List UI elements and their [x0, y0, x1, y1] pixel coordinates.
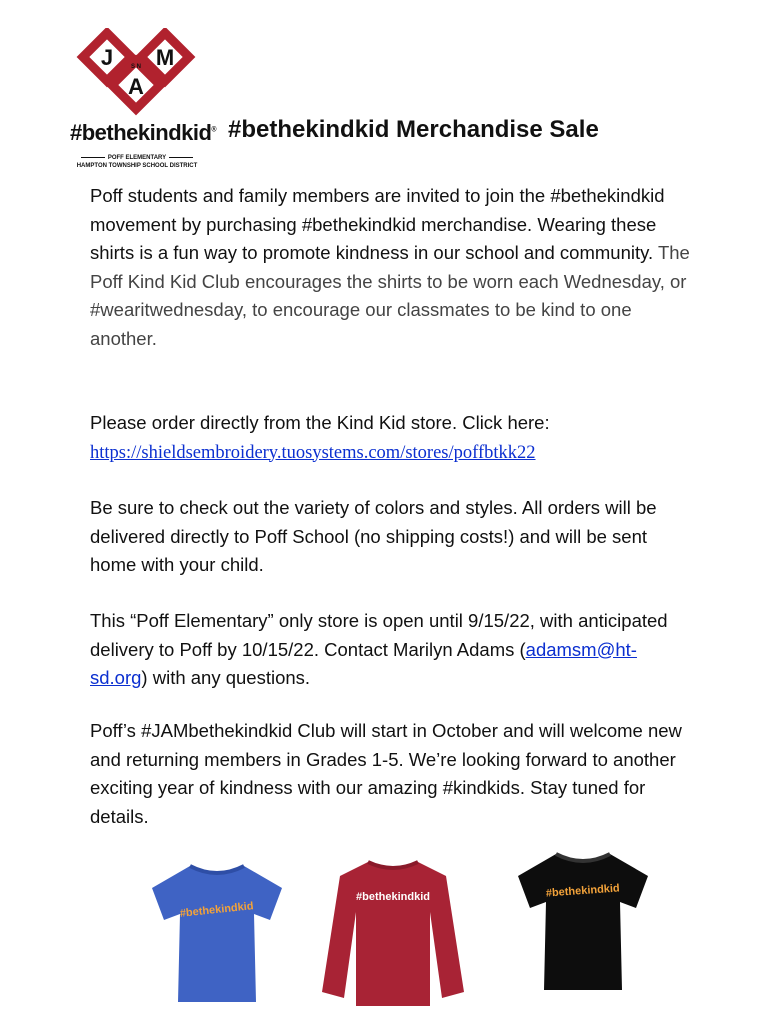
store-link[interactable]: https://shieldsembroidery.tuosystems.com/stores/poffbtkk22 — [90, 442, 536, 463]
intro-text: Poff students and family members are invited to join the #bethekindkid movement by purchasing #bethekindkid merchandise. Wearing these shirts is a fun way to promote kindness in our school and community. — [90, 185, 665, 263]
paragraph-store-dates — [90, 607, 690, 693]
contact-email-link[interactable]: adamsm@ht-sd.org — [90, 638, 637, 688]
logo-letter-j: J — [100, 45, 114, 70]
page-title: #bethekindkid Merchandise Sale — [228, 116, 599, 143]
jam-logo — [68, 28, 217, 178]
logo-small-letters: S N — [130, 64, 142, 70]
shirt-red-image — [318, 852, 468, 1012]
logo-hashtag: #bethekindkid® — [70, 120, 217, 145]
logo-letter-a: A — [128, 74, 144, 99]
shirt-red-print: #bethekindkid — [356, 891, 430, 903]
intro-club-text: The Poff Kind Kid Club encourages the shirts to be worn each Wednesday, or #wearitwednesday, to encourage our classmates to be kind to one another. — [90, 242, 690, 349]
logo-school-name — [74, 154, 200, 170]
shirt-black-image — [508, 846, 658, 996]
store-dates-text: This “Poff Elementary” only store is open until 9/15/22, with anticipated delivery to Poff by 10/15/22. Contact Marilyn Adams ( — [90, 610, 668, 660]
shirt-black-print: #bethekindkid — [545, 882, 621, 900]
paragraph-delivery: Be sure to check out the variety of colors and styles. All orders will be delivered directly to Poff School (no shipping costs!) and will be sent home with your child. — [90, 497, 657, 575]
paragraph-club: Poff’s #JAMbethekindkid Club will start in October and will welcome new and returning members in Grades 1-5. We’re looking forward to another exciting year of kindness with our amazing #kindkids. Stay tuned for details. — [90, 720, 682, 827]
jam-chain-mark — [76, 28, 198, 118]
paragraph-order — [90, 409, 690, 467]
shirt-blue-print: #bethekindkid — [179, 900, 255, 920]
logo-school-line1: POFF ELEMENTARY — [74, 154, 200, 162]
shirt-blue-image — [142, 858, 292, 1008]
paragraph-intro — [90, 182, 690, 353]
logo-school-line2: HAMPTON TOWNSHIP SCHOOL DISTRICT — [76, 163, 198, 169]
store-dates-text-end: ) with any questions. — [141, 667, 311, 688]
order-text: Please order directly from the Kind Kid store. Click here: — [90, 412, 550, 433]
logo-letter-m: M — [155, 45, 175, 70]
